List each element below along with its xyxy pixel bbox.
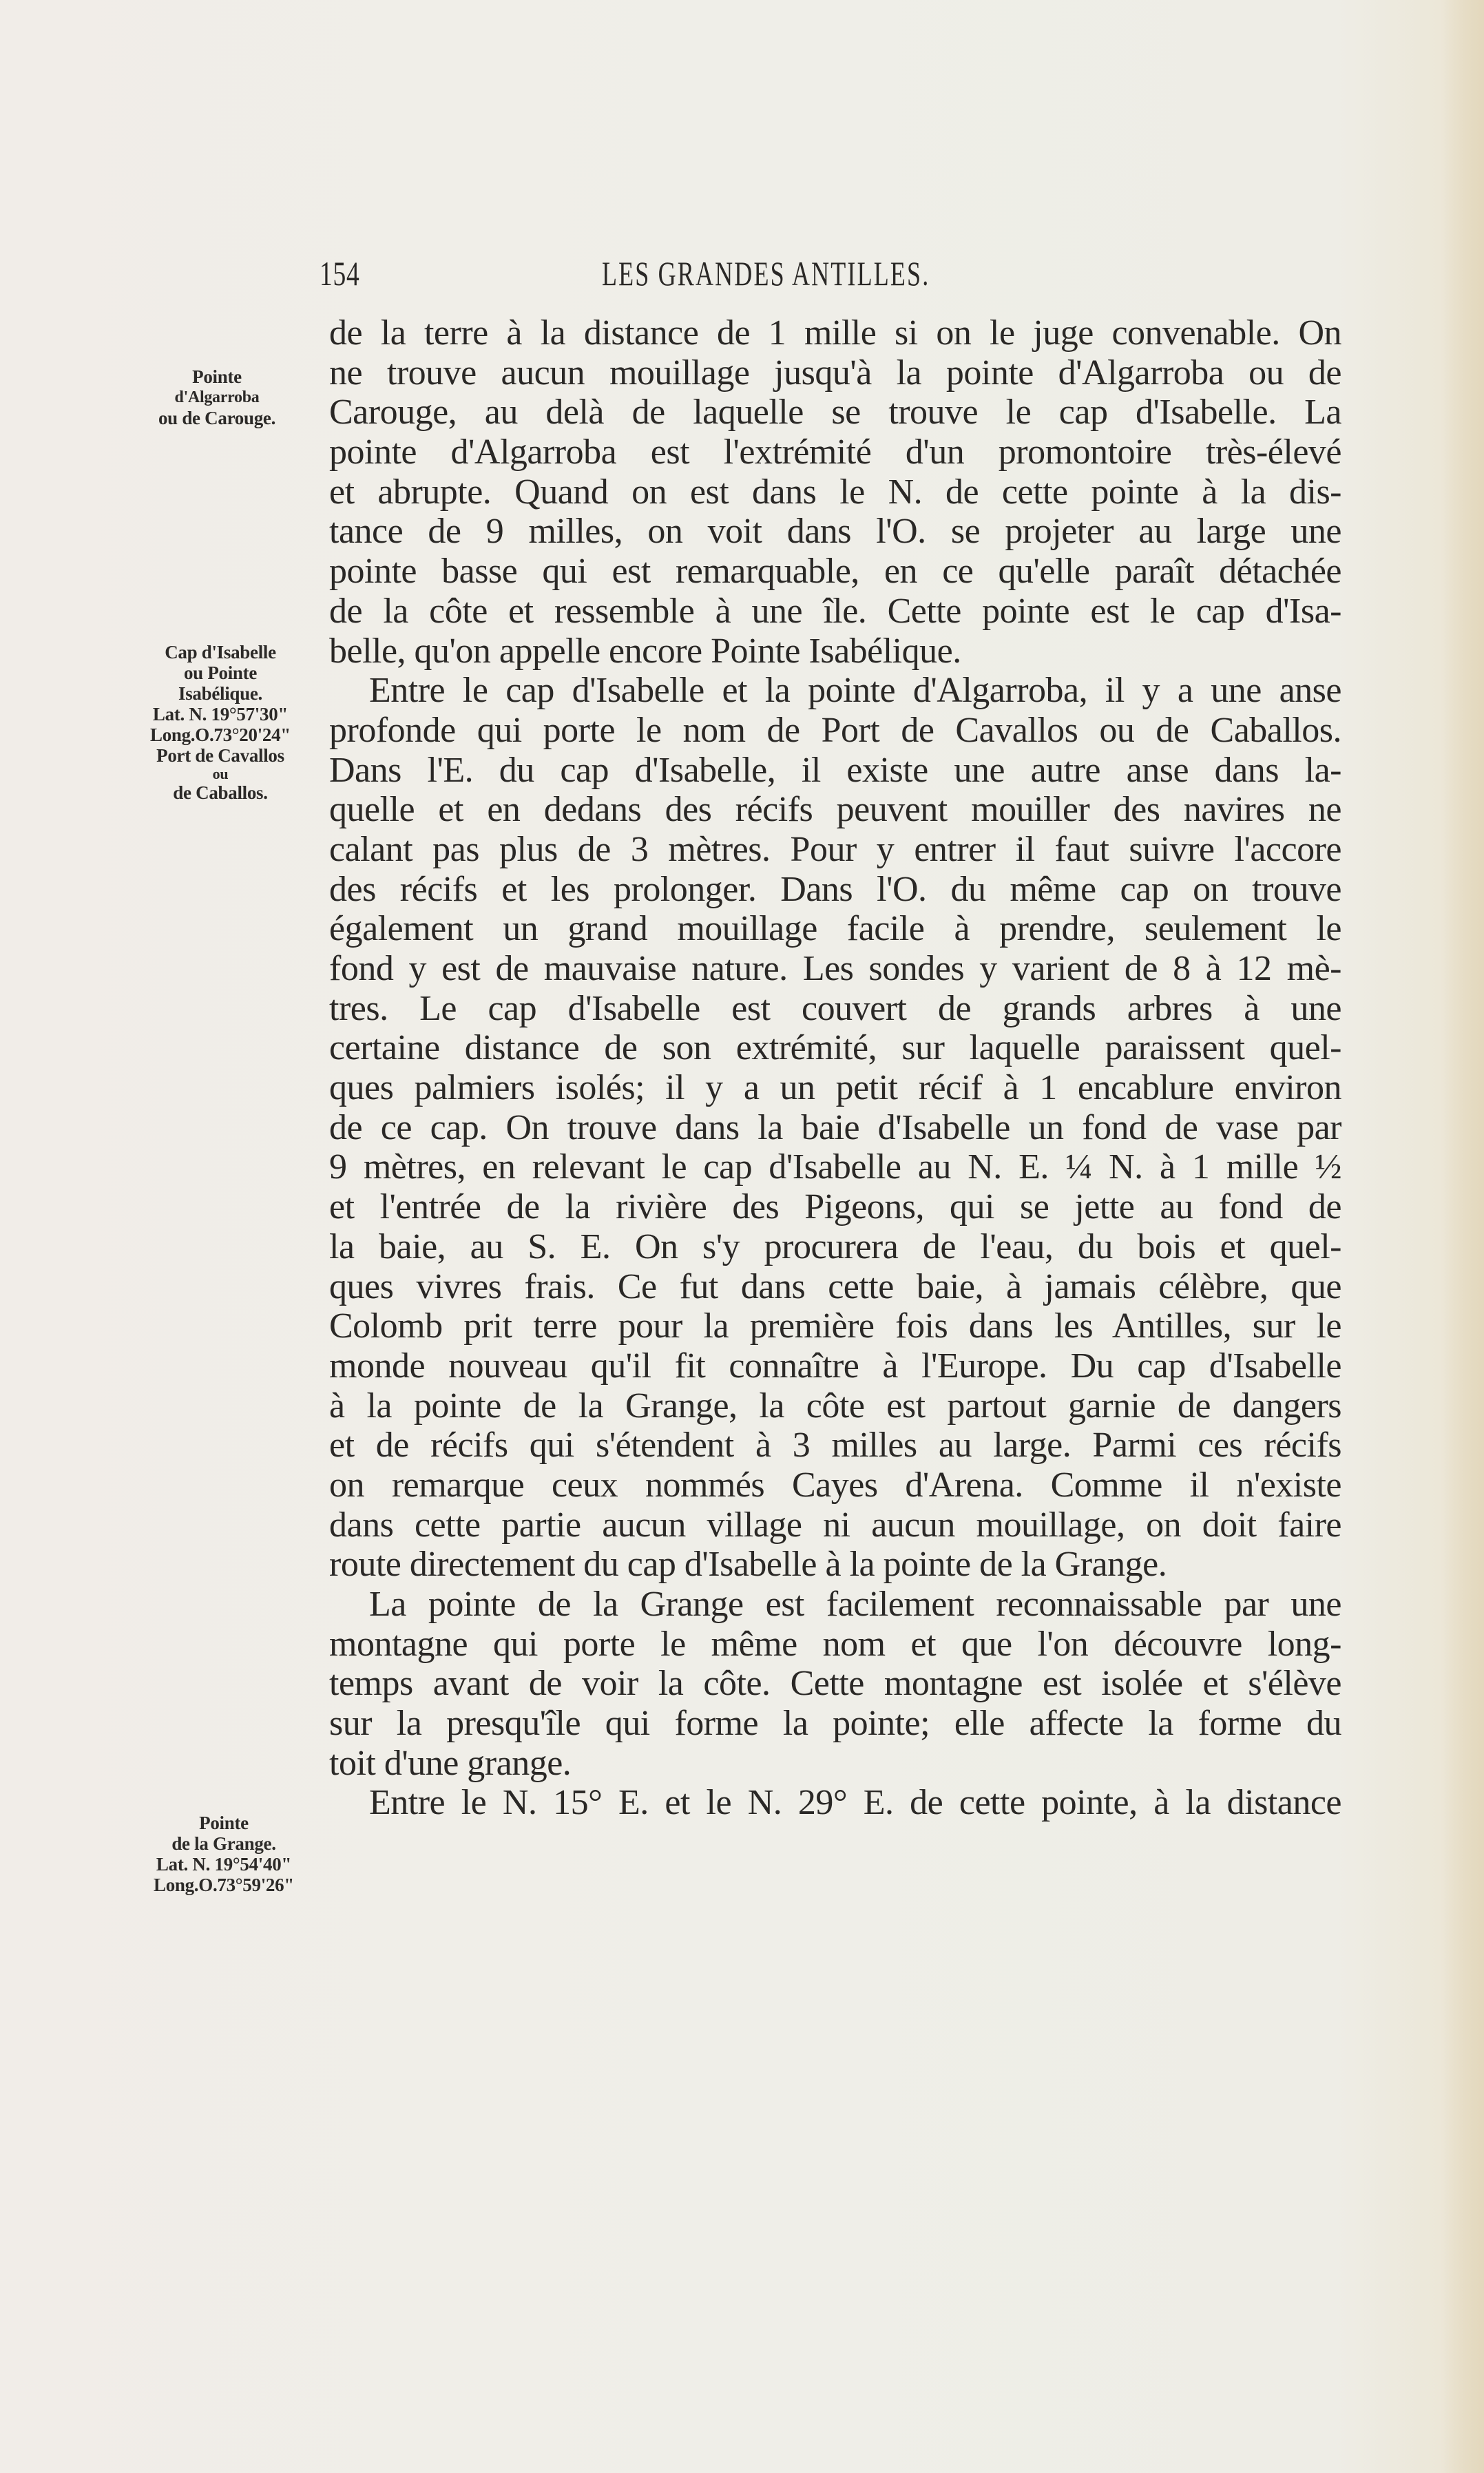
text-line: tance de 9 milles, on voit dans l'O. se projeter au large une <box>329 512 1341 552</box>
running-head <box>320 253 1341 295</box>
text-line: calant pas plus de 3 mètres. Pour y entrer il faut suivre l'accore <box>329 829 1341 869</box>
text-line: également un grand mouillage facile à prendre, seulement le <box>329 909 1341 949</box>
text-line: de ce cap. On trouve dans la baie d'Isabelle un fond de vase par <box>329 1107 1341 1147</box>
margin-note-line: ou Pointe <box>183 662 258 683</box>
text-line: tres. Le cap d'Isabelle est couvert de grands arbres à une <box>329 988 1341 1028</box>
text-line: ne trouve aucun mouillage jusqu'à la pointe d'Algarroba ou de <box>329 353 1341 393</box>
margin-note-pointe-grange <box>124 1813 324 1895</box>
text-line: la baie, au S. E. On s'y procurera de l'eau, du bois et quel- <box>329 1227 1341 1266</box>
margin-note-coordinates-lat: Lat. N. 19°57'30" <box>152 704 289 724</box>
text-line: 9 mètres, en relevant le cap d'Isabelle au N. E. ¼ N. à 1 mille ½ <box>329 1147 1341 1187</box>
text-line: et de récifs qui s'étendent à 3 milles au large. Parmi ces récifs <box>329 1426 1341 1465</box>
text-line: sur la presqu'île qui forme la pointe; elle affecte la forme du <box>329 1704 1341 1744</box>
text-line: profonde qui porte le nom de Port de Cavallos ou de Caballos. <box>329 710 1341 750</box>
margin-note-line: Cap d'Isabelle <box>165 642 276 662</box>
text-line-paragraph-end: toit d'une grange. <box>329 1743 572 1783</box>
margin-note-coordinates-long: Long.O.73°20'24" <box>149 724 291 745</box>
text-line-paragraph-end: belle, qu'on appelle encore Pointe Isabélique. <box>329 631 961 671</box>
margin-note-line: ou de Carouge. <box>158 408 276 428</box>
text-line: on remarque ceux nommés Cayes d'Arena. Comme il n'existe <box>329 1465 1341 1505</box>
text-line-paragraph-start: Entre le N. 15° E. et le N. 29° E. de cette pointe, à la distance <box>369 1783 1341 1823</box>
text-line: ques vivres frais. Ce fut dans cette baie, à jamais célèbre, que <box>329 1266 1341 1306</box>
text-line-paragraph-end: route directement du cap d'Isabelle à la pointe de la Grange. <box>329 1545 1167 1585</box>
text-line: Carouge, au delà de laquelle se trouve le cap d'Isabelle. La <box>329 393 1341 432</box>
text-line: monde nouveau qu'il fit connaître à l'Europe. Du cap d'Isabelle <box>329 1346 1341 1386</box>
text-line: temps avant de voir la côte. Cette montagne est isolée et s'élève <box>329 1664 1341 1704</box>
margin-note-line: Port de Cavallos <box>156 745 284 766</box>
text-line: fond y est de mauvaise nature. Les sondes y varient de 8 à 12 mè- <box>329 949 1341 988</box>
text-line: quelle et en dedans des récifs peuvent mouiller des navires ne <box>329 790 1341 830</box>
text-line: pointe basse qui est remarquable, en ce qu'elle paraît détachée <box>329 552 1341 592</box>
margin-note-line: Pointe <box>192 366 242 387</box>
text-line: de la terre à la distance de 1 mille si on le juge convenable. On <box>329 313 1341 353</box>
text-line: et abrupte. Quand on est dans le N. de cette pointe à la dis- <box>329 472 1341 512</box>
margin-note-line: Pointe <box>199 1813 249 1833</box>
page-edge-shadow <box>1443 0 1484 2473</box>
margin-note-line: d'Algarroba <box>174 388 260 406</box>
text-line: de la côte et ressemble à une île. Cette pointe est le cap d'Isa- <box>329 591 1341 631</box>
text-line: certaine distance de son extrémité, sur laquelle paraissent quel- <box>329 1028 1341 1068</box>
text-line: et l'entrée de la rivière des Pigeons, qui se jette au fond de <box>329 1187 1341 1227</box>
margin-note-line: ou <box>212 765 229 782</box>
body-text <box>329 313 1341 1823</box>
text-line: dans cette partie aucun village ni aucun mouillage, on doit faire <box>329 1505 1341 1545</box>
text-line: pointe d'Algarroba est l'extrémité d'un promontoire très-élevé <box>329 432 1341 472</box>
margin-note-coordinates-lat: Lat. N. 19°54'40" <box>156 1854 292 1875</box>
text-line: montagne qui porte le même nom et que l'on découvre long- <box>329 1624 1341 1664</box>
text-line-paragraph-start: Entre le cap d'Isabelle et la pointe d'Algarroba, il y a une anse <box>369 671 1341 711</box>
margin-note-cap-isabelle <box>124 642 317 803</box>
text-line: des récifs et les prolonger. Dans l'O. du même cap on trouve <box>329 869 1341 909</box>
text-line: Dans l'E. du cap d'Isabelle, il existe une autre anse dans la- <box>329 750 1341 790</box>
text-line: ques palmiers isolés; il y a un petit récif à 1 encablure environ <box>329 1068 1341 1108</box>
page-number: 154 <box>320 254 360 293</box>
margin-note-line: Isabélique. <box>178 683 262 704</box>
text-line-paragraph-start: La pointe de la Grange est facilement reconnaissable par une <box>369 1585 1341 1624</box>
margin-note-coordinates-long: Long.O.73°59'26" <box>153 1875 294 1895</box>
margin-note-line: de Caballos. <box>173 782 268 803</box>
running-title: LES GRANDES ANTILLES. <box>602 254 930 293</box>
text-line: à la pointe de la Grange, la côte est partout garnie de dangers <box>329 1386 1341 1426</box>
margin-note-pointe-algarroba <box>124 366 310 428</box>
text-line: Colomb prit terre pour la première fois dans les Antilles, sur le <box>329 1306 1341 1346</box>
margin-note-line: de la Grange. <box>171 1833 276 1854</box>
